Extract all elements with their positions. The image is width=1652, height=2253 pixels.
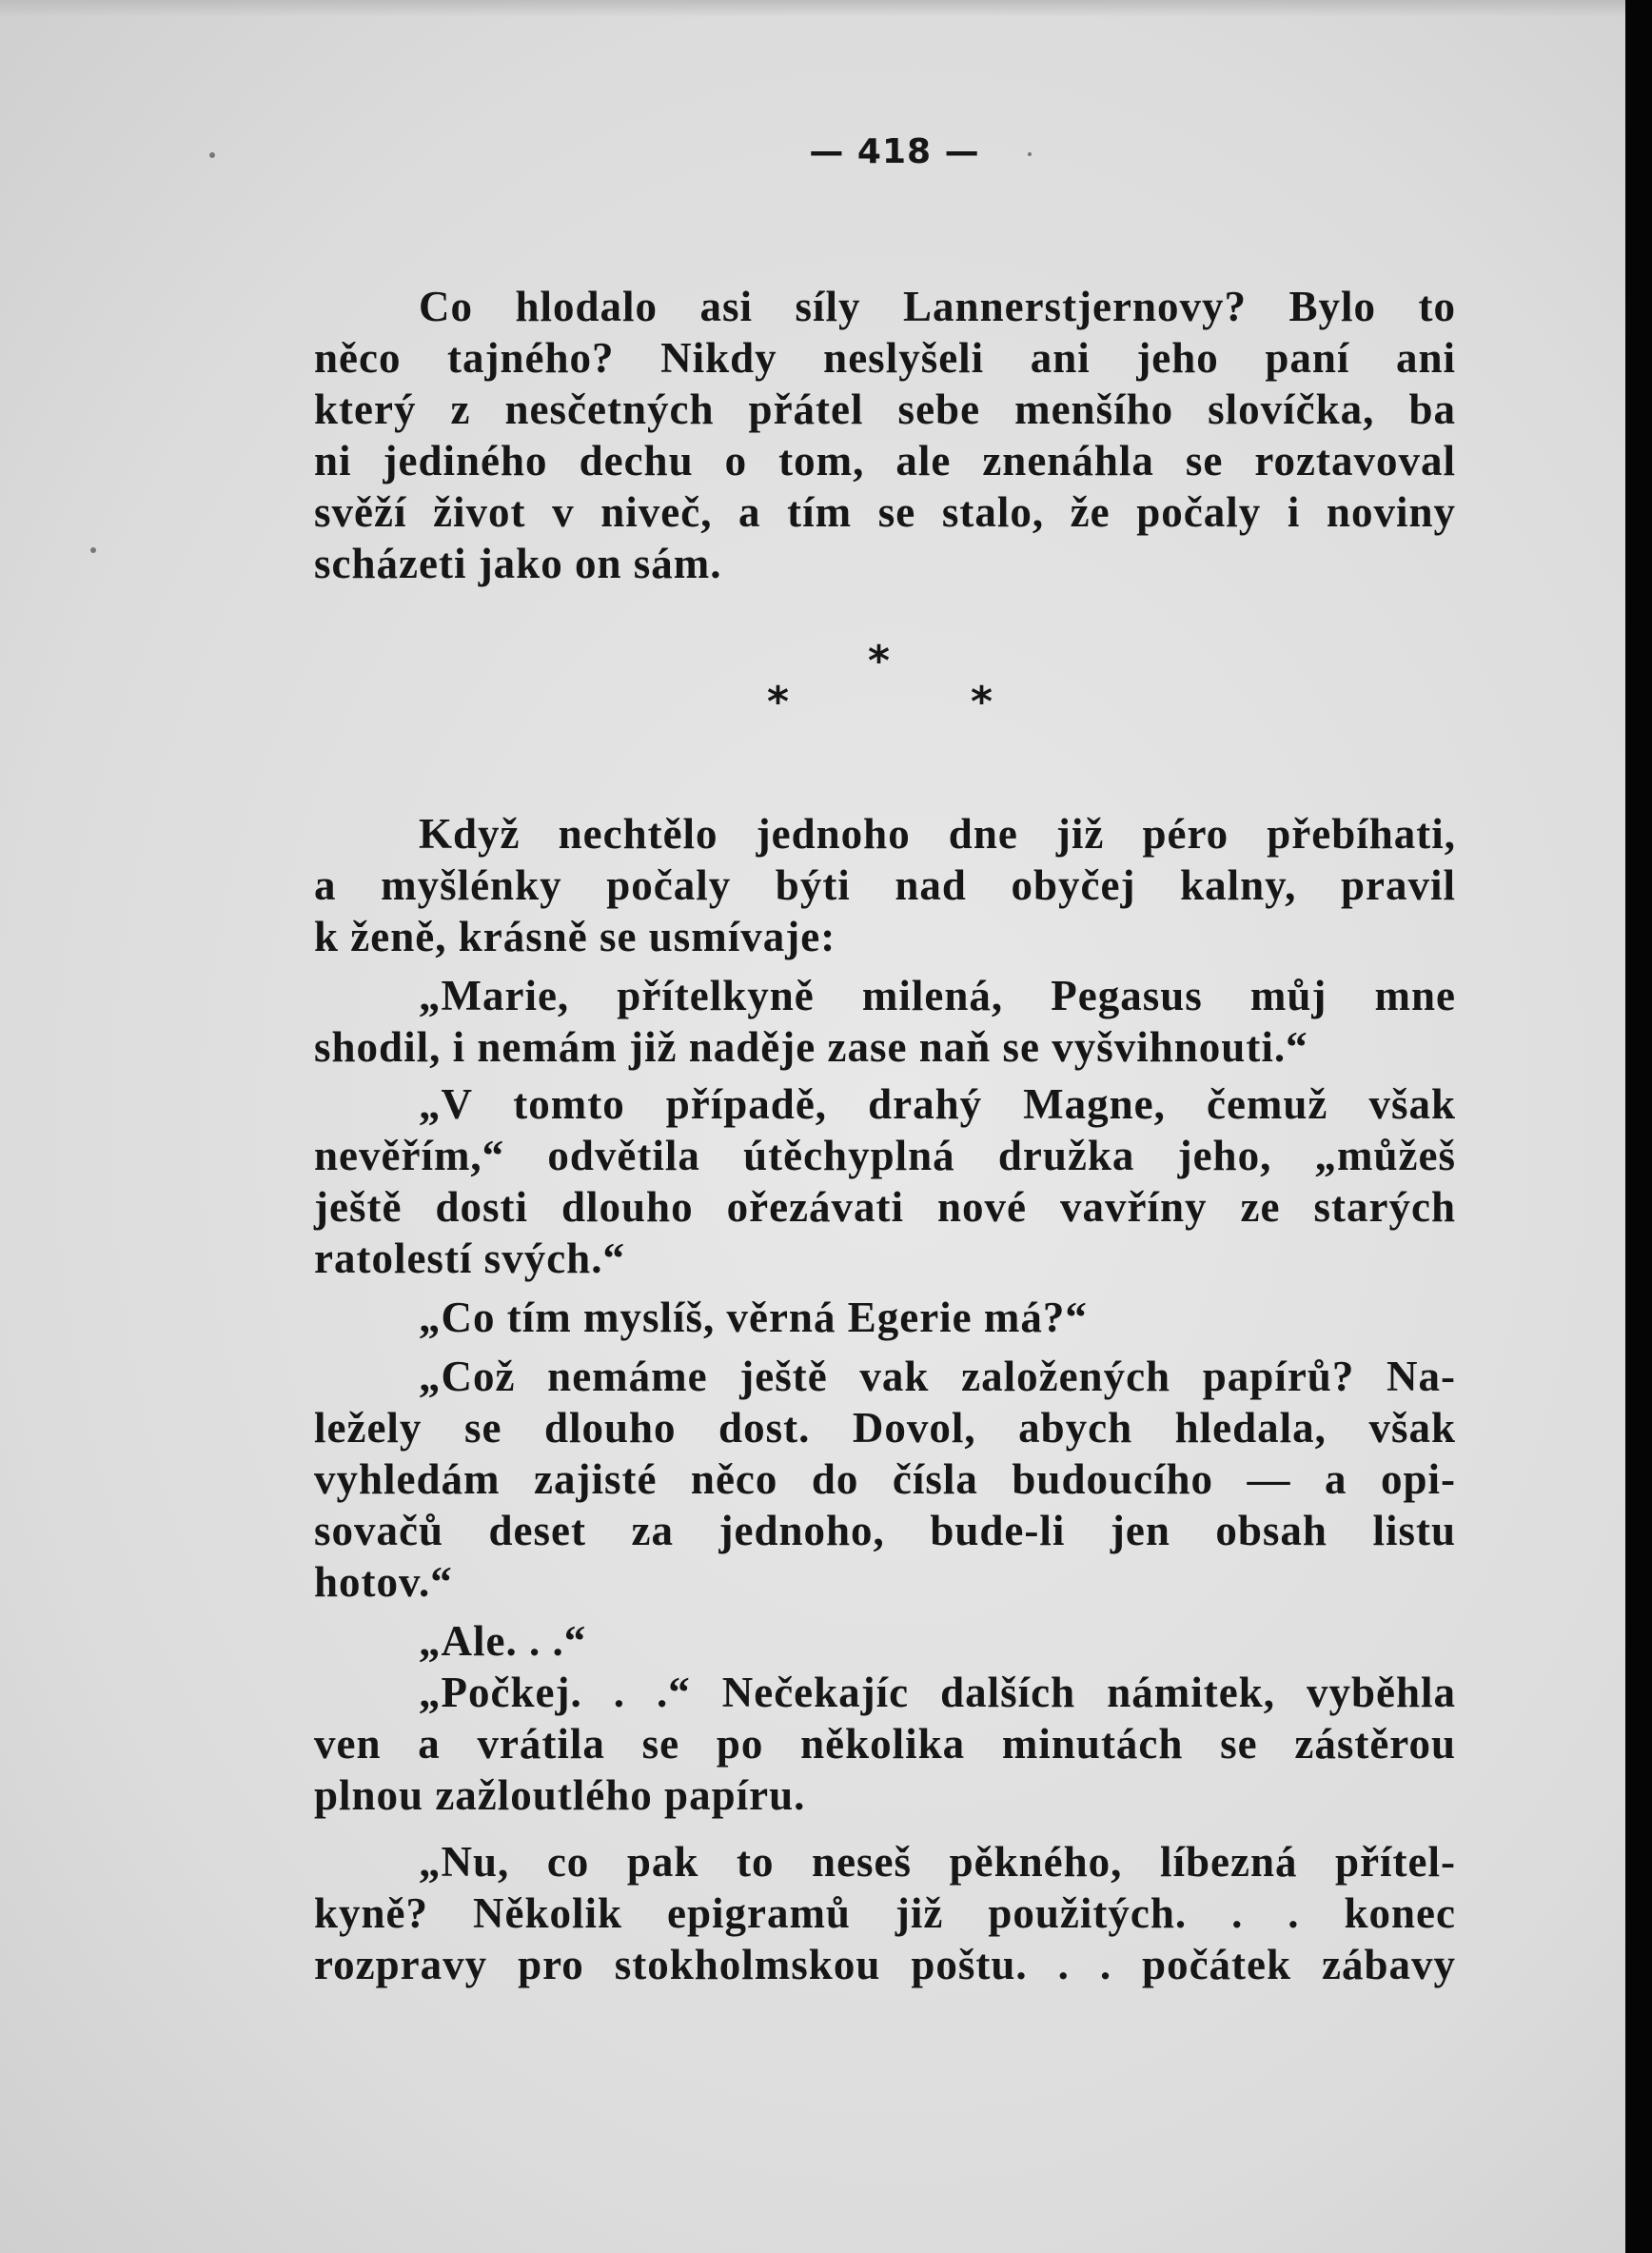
text-line: něco tajného? Nikdy neslyšeli ani jeho paní ani (314, 334, 1456, 382)
text-line: kyně? Několik epigramů již použitých. . . konec (314, 1889, 1456, 1937)
ornament-star: * (767, 678, 791, 726)
text-line: ni jediného dechu o tom, ale znenáhla se roztavoval (314, 437, 1456, 484)
print-speck (209, 152, 215, 158)
text-line: plnou zažloutlého papíru. (314, 1771, 806, 1819)
text-line: scházeti jako on sám. (314, 540, 722, 587)
paragraph (314, 1351, 1456, 1608)
text-line: Co hlodalo asi síly Lannerstjernovy? Bylo to (419, 283, 1456, 330)
text-line: který z nesčetných přátel sebe menšího slovíčka, ba (314, 385, 1456, 433)
page-top-shadow (0, 0, 1625, 17)
page-text (314, 124, 1456, 1990)
ornament-star: * (868, 637, 892, 685)
text-line: „Počkej. . .“ Nečekajíc dalších námitek, vyběhla (419, 1669, 1456, 1716)
paragraph (314, 808, 1456, 962)
text-line: sovačů deset za jednoho, bude-li jen obsah listu (314, 1507, 1456, 1554)
text-line: a myšlénky počaly býti nad obyčej kalny, pravil (314, 861, 1456, 909)
print-speck (90, 547, 96, 553)
ornament-star: * (971, 678, 994, 726)
text-line: Když nechtělo jednoho dne již péro přebíhati, (419, 810, 1456, 858)
text-line: „Což nemáme ještě vak založených papírů? Na- (419, 1353, 1456, 1400)
text-line: ležely se dlouho dost. Dovol, abych hledala, však (314, 1404, 1456, 1452)
paragraph (314, 1667, 1456, 1821)
paragraph (314, 1615, 1456, 1667)
text-line: rozpravy pro stokholmskou poštu. . . počátek zábavy (314, 1941, 1456, 1988)
text-line: „Nu, co pak to neseš pěkného, líbezná přítel- (419, 1838, 1456, 1886)
section-ornament (314, 589, 1456, 808)
text-line: k ženě, krásně se usmívaje: (314, 913, 836, 960)
text-line: ven a vrátila se po několika minutách se zástěrou (314, 1720, 1456, 1768)
text-line: „Marie, přítelkyně milená, Pegasus můj mne (419, 972, 1456, 1019)
text-line: „V tomto případě, drahý Magne, čemuž však (419, 1080, 1456, 1128)
text-line: svěží život v niveč, a tím se stalo, že počaly i noviny (314, 488, 1456, 536)
paragraph (314, 1292, 1456, 1343)
paragraph (314, 1836, 1456, 1990)
text-line: „Co tím myslíš, věrná Egerie má?“ (419, 1294, 1088, 1341)
text-line: ratolestí svých.“ (314, 1235, 625, 1282)
text-line: vyhledám zajisté něco do čísla budoucího — a opi- (314, 1455, 1456, 1503)
text-line: nevěřím,“ odvětila útěchyplná družka jeho, „můžeš (314, 1132, 1456, 1179)
text-line: hotov.“ (314, 1558, 453, 1606)
paragraph (314, 281, 1456, 589)
scan-border (1625, 0, 1652, 2253)
text-line: ještě dosti dlouho ořezávati nové vavříny ze starých (314, 1183, 1456, 1231)
text-line: shodil, i nemám již naděje zase naň se vyšvihnouti.“ (314, 1023, 1308, 1071)
text-line: „Ale. . .“ (419, 1617, 587, 1665)
paragraph (314, 970, 1456, 1073)
paragraph (314, 1078, 1456, 1284)
page-number: — 418 — (809, 132, 980, 171)
